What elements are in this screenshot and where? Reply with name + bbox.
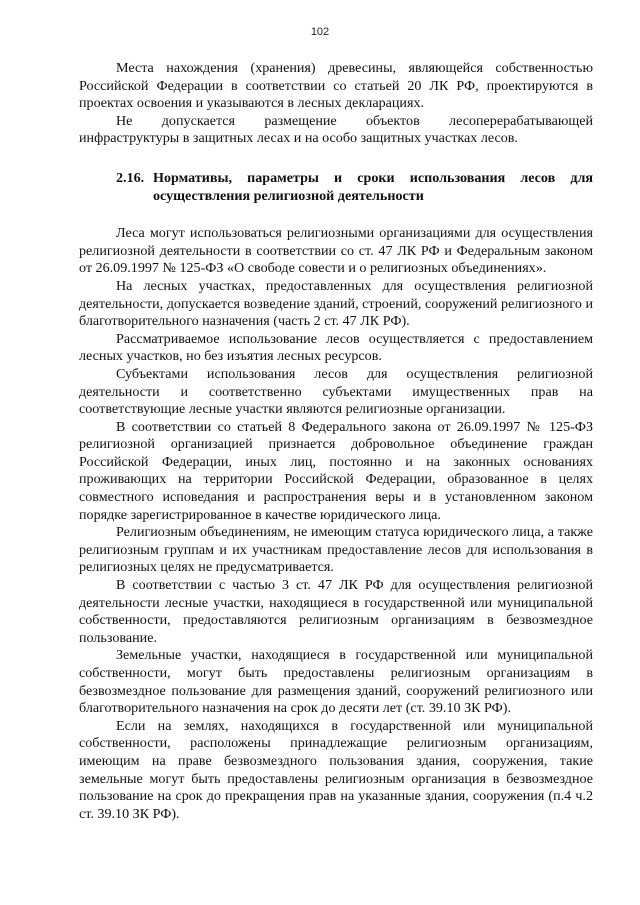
document-body: [79, 60, 593, 823]
paragraph: Земельные участки, находящиеся в государственной или муниципальной собственности, могут быть предоставлены религиозным организациям в безвозмездное пользование для размещения зданий, сооружений религиозного или благотворительного назначения на срок до десяти лет (ст. 39.10 ЗК РФ).: [79, 647, 593, 717]
paragraph: Если на землях, находящихся в государственной или муниципальной собственности, расположены принадлежащие религиозным организациям, имеющим на праве безвозмездного пользования здания, сооружения, такие земельные могут быть предоставлены религиозным организация в безвозмездное пользование на срок до прекращения прав на указанные здания, сооружения (п.4 ч.2 ст. 39.10 ЗК РФ).: [79, 717, 593, 822]
paragraph: В соответствии со статьей 8 Федерального закона от 26.09.1997 № 125-ФЗ религиозной организацией признается добровольное объединение граждан Российской Федерации, иных лиц, постоянно и на законных основаниях проживающих на территории Российской Федерации, образованное в целях совместного исповедания и распространения веры и в установленном законом порядке зарегистрированное в качестве юридического лица.: [79, 418, 593, 523]
section-number: 2.16.: [116, 169, 145, 186]
section-title: Нормативы, параметры и сроки использования лесов для осуществления религиозной деятельности: [153, 169, 593, 204]
paragraph: Субъектами использования лесов для осуществления религиозной деятельности и соответственно субъектами имущественных прав на соответствующие лесные участки являются религиозные организации.: [79, 365, 593, 418]
page-number: 102: [310, 26, 330, 38]
paragraph: Места нахождения (хранения) древесины, являющейся собственностью Российской Федерации в соответствии со статьей 20 ЛК РФ, проектируются в проектах освоения и указываются в лесных декларациях.: [79, 60, 593, 112]
paragraph: Религиозным объединениям, не имеющим статуса юридического лица, а также религиозным группам и их участникам предоставление лесов для использования в религиозных целях не предусматривается.: [79, 524, 593, 576]
paragraph: Леса могут использоваться религиозными организациями для осуществления религиозной деятельности в соответствии со ст. 47 ЛК РФ и Федеральным законом от 26.09.1997 № 125-ФЗ «О свободе совести и о религиозных объединениях».: [79, 225, 593, 277]
paragraph: Не допускается размещение объектов лесоперерабатывающей инфраструктуры в защитных лесах и на особо защитных участках лесов.: [79, 112, 593, 147]
paragraph: В соответствии с частью 3 ст. 47 ЛК РФ для осуществления религиозной деятельности лесные участки, находящиеся в государственной или муниципальной собственности, предоставляются религиозным организациям в безвозмездное пользование.: [79, 577, 593, 646]
section-heading: [79, 170, 593, 205]
paragraph: На лесных участках, предоставленных для осуществления религиозной деятельности, допускается возведение зданий, строений, сооружений религиозного и благотворительного назначения (часть 2 ст. 47 ЛК РФ).: [79, 277, 593, 330]
paragraph: Рассматриваемое использование лесов осуществляется с предоставлением лесных участков, но без изъятия лесных ресурсов.: [79, 330, 593, 365]
